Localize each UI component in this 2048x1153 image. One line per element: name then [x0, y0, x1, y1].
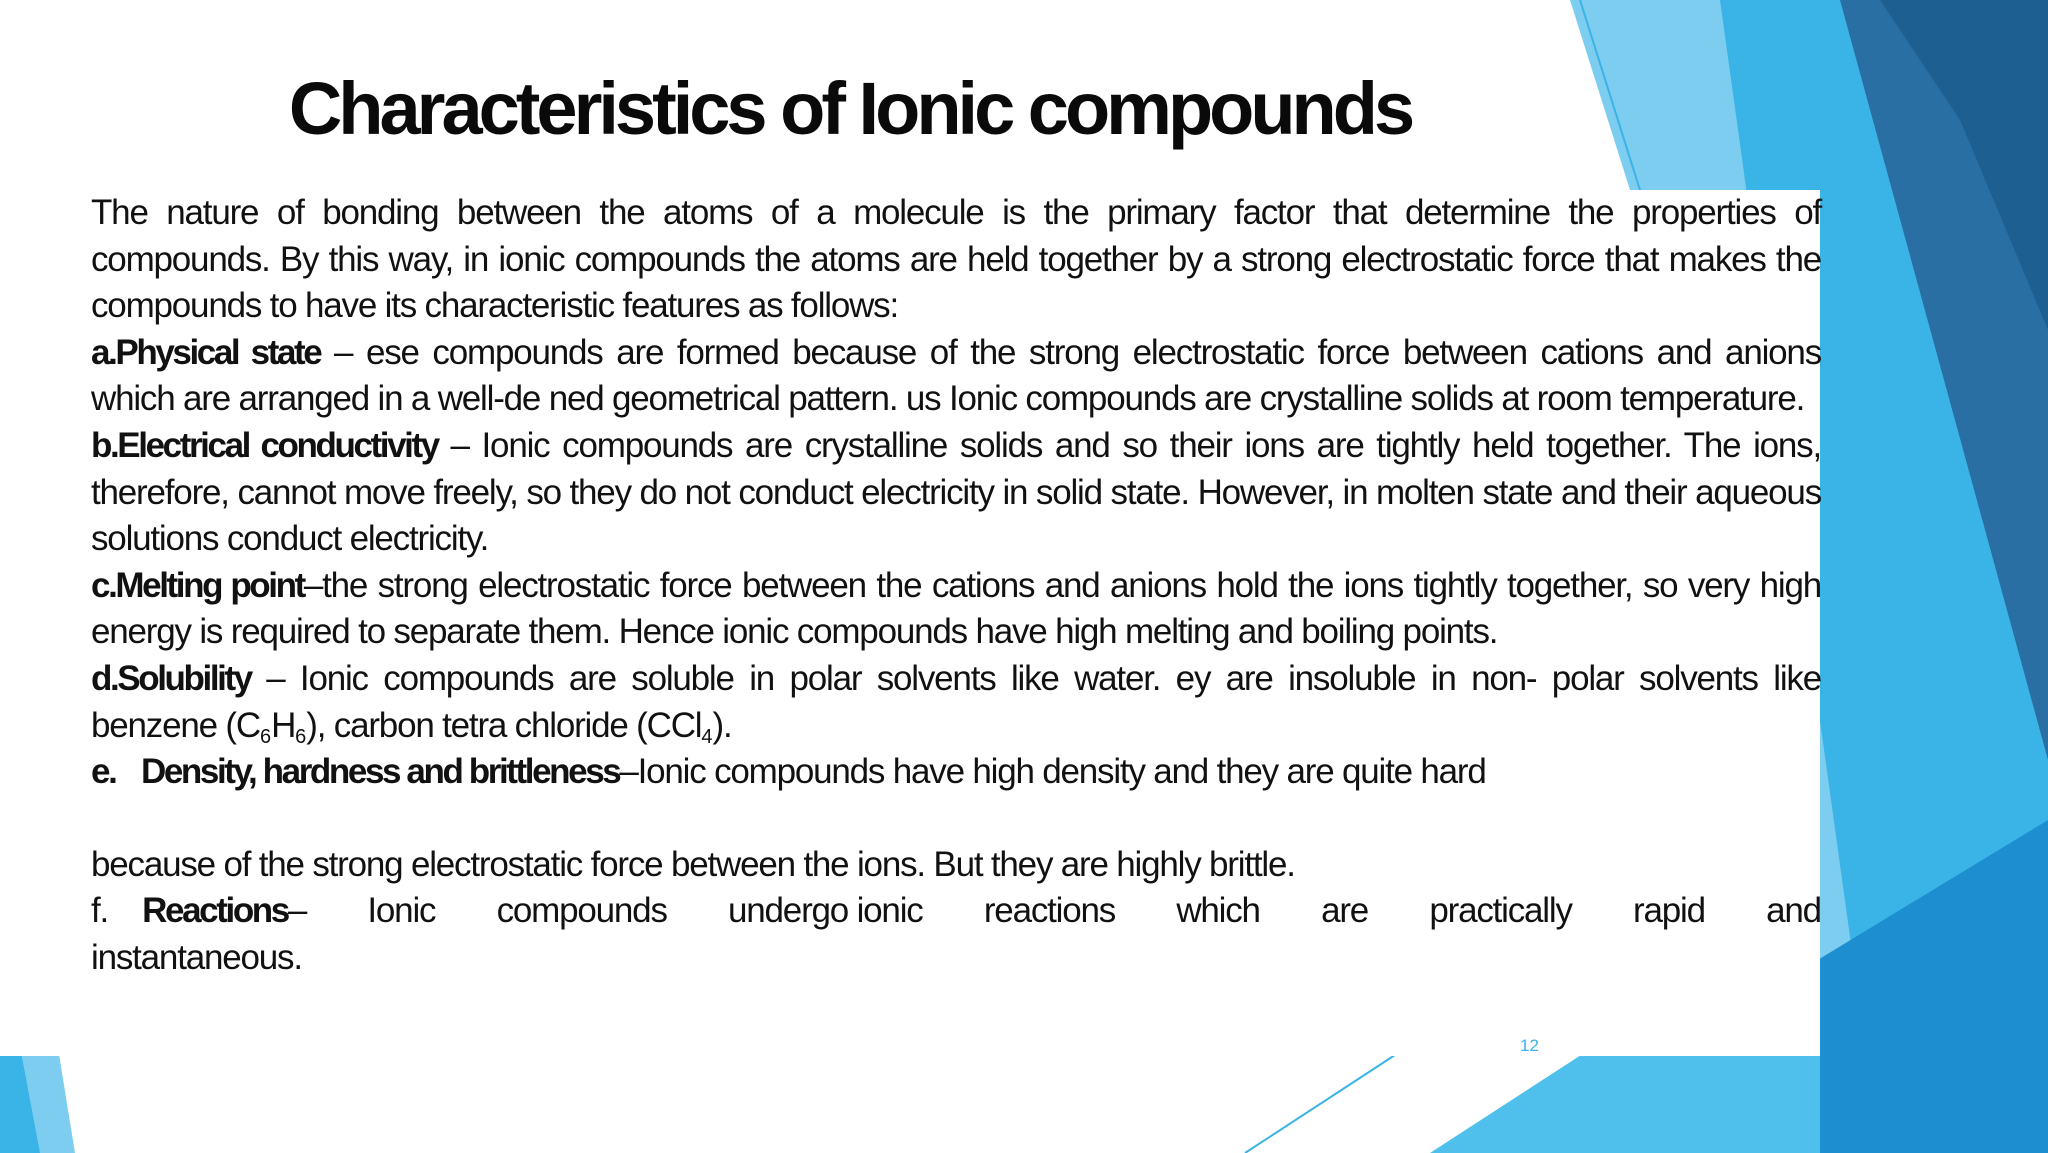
item-label: c.Melting point — [91, 565, 304, 605]
item-text: –the strong electrostatic force between the cations and anions hold the ions tightly together, so very high energy is required to separate them. Hence ionic compounds have high melting and boiling points. — [91, 565, 1821, 652]
item-solubility — [91, 656, 1821, 749]
item-label: b.Electrical conductivity — [91, 425, 438, 465]
subscript: 6 — [259, 725, 272, 748]
word: which — [1176, 891, 1260, 931]
item-reactions-continuation: instantaneous. — [91, 937, 302, 977]
item-density — [91, 749, 1821, 796]
item-prefix: e. — [91, 752, 116, 792]
item-text: – ese compounds are formed because of the strong electrostatic force between cations and anions which are arranged in a well-de ned geometrical pattern. us Ionic compounds are crystalline solids at room temperature. — [91, 332, 1821, 419]
item-text: – Ionic compounds are soluble in polar solvents like water. ey are insoluble in non- polar solvents like benzene (C — [91, 658, 1821, 745]
deco-thin-line-bottom — [1245, 1055, 1395, 1153]
item-text: ). — [712, 705, 732, 745]
word: undergo ionic — [728, 891, 923, 931]
word: and — [1766, 891, 1821, 931]
word: are — [1321, 891, 1369, 931]
word: compounds — [496, 891, 667, 931]
page-number: 12 — [1520, 1036, 1539, 1055]
item-label: a.Physical state — [91, 332, 321, 372]
item-dash: – — [287, 891, 307, 931]
item-label: Density, hardness and brittleness — [140, 752, 620, 792]
slide-body — [91, 190, 1821, 982]
item-text: H — [271, 705, 296, 745]
word: Ionic — [367, 891, 436, 931]
item-text: –Ionic compounds have high density and they are quite hard — [619, 752, 1486, 792]
item-density-continuation: because of the strong electrostatic force between the ions. But they are highly brittle. — [91, 844, 1295, 884]
item-label: d.Solubility — [91, 658, 251, 698]
intro-paragraph: The nature of bonding between the atoms of a molecule is the primary factor that determine the properties of compounds. By this way, in ionic compounds the atoms are held together by a strong electrostatic force that makes the compounds to have its characteristic features as follows: — [91, 193, 1821, 326]
item-prefix: f. — [91, 891, 109, 931]
subscript: 4 — [701, 725, 713, 748]
word: practically — [1429, 891, 1572, 931]
item-text: – Ionic compounds are crystalline solids and so their ions are tightly held together. The ions, therefore, cannot move freely, so they do not conduct electricity in solid state. However, in molten state and their aqueous solutions conduct electricity. — [91, 425, 1822, 559]
item-electrical-conductivity — [91, 423, 1821, 563]
item-physical-state — [91, 330, 1821, 423]
item-reactions — [91, 888, 1821, 935]
word: reactions — [983, 891, 1116, 931]
item-melting-point — [91, 563, 1821, 656]
item-text: ), carbon tetra chloride (CCl — [306, 705, 702, 745]
subscript: 6 — [295, 725, 307, 748]
item-prefix-and-label — [91, 888, 306, 935]
spacer — [91, 796, 1821, 842]
slide-title: Characteristics of Ionic compounds — [288, 67, 1412, 150]
item-label: Reactions — [142, 891, 288, 931]
word: rapid — [1633, 891, 1705, 931]
